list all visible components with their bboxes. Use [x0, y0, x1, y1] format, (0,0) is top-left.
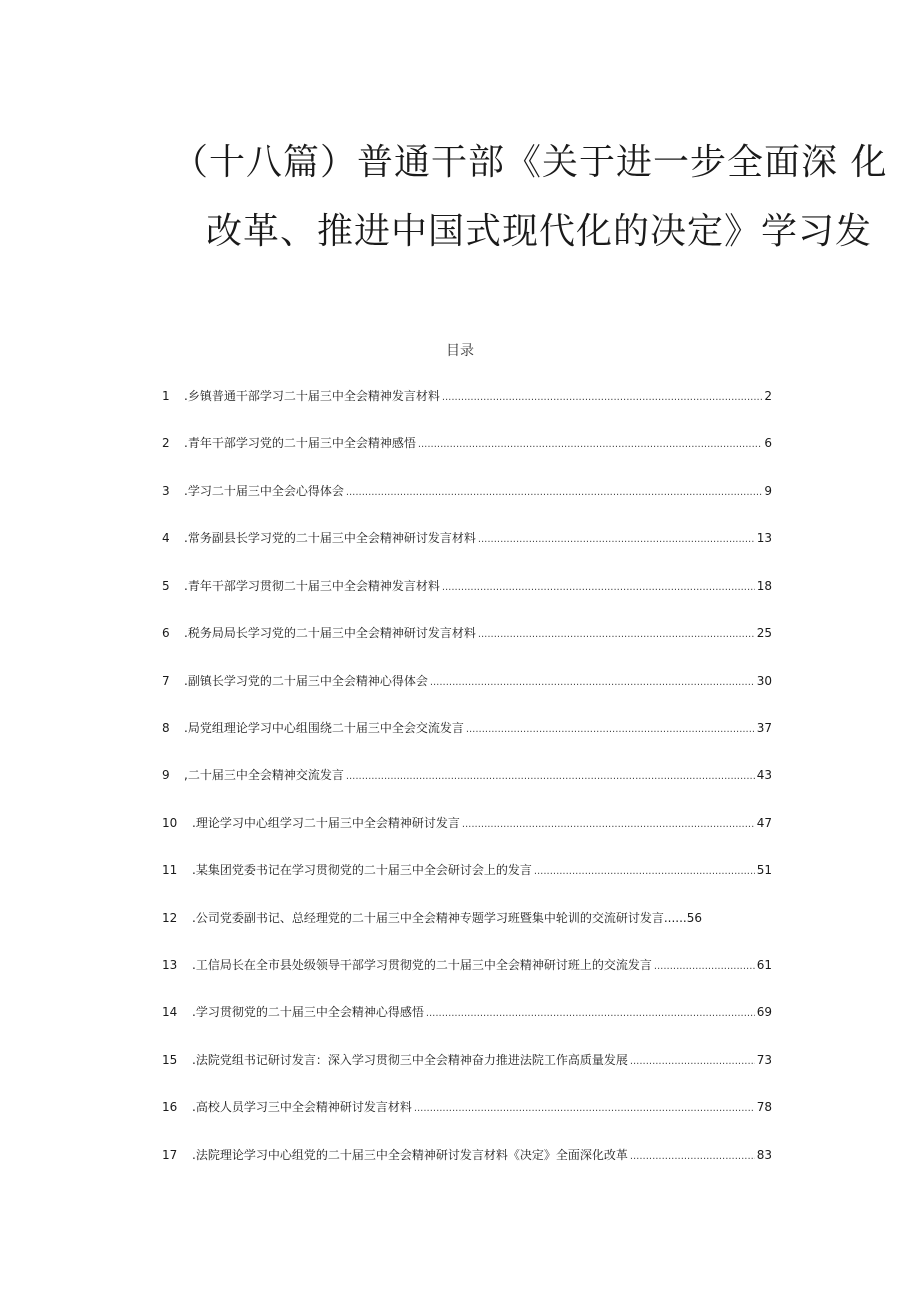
toc-leader-dots [478, 530, 755, 550]
toc-entry-title: .法院理论学习中心组党的二十届三中全会精神研讨发言材料《决定》全面深化改革 [192, 1148, 628, 1162]
toc-entry[interactable] [162, 386, 772, 406]
toc-leader-dots [630, 1147, 755, 1167]
toc-leader-dots [346, 767, 755, 787]
toc-entry-number: 14 [162, 1005, 178, 1019]
toc-entry-page: 61 [756, 958, 772, 972]
toc-leader-dots [442, 388, 763, 408]
toc-entry[interactable] [162, 576, 772, 596]
toc-entry-page: 47 [756, 816, 772, 830]
toc-entry[interactable] [162, 813, 772, 833]
toc-leader-dots [478, 625, 755, 645]
toc-entry[interactable] [162, 908, 772, 928]
toc-leader-dots [462, 815, 755, 835]
document-title-line-1: （十八篇）普通干部《关于进一步全面深 化 [172, 142, 888, 183]
toc-leader-dots [654, 957, 755, 977]
toc-entry-page: 69 [756, 1005, 772, 1019]
toc-leader-dots [426, 1004, 755, 1024]
toc-entry-title: .税务局局长学习党的二十届三中全会精神研讨发言材料 [184, 626, 476, 640]
toc-leader-dots [534, 862, 755, 882]
toc-entry[interactable] [162, 481, 772, 501]
toc-entry[interactable] [162, 671, 772, 691]
toc-entry-number: 10 [162, 816, 178, 830]
toc-heading: 目录 [446, 343, 474, 359]
toc-entry-number: 4 [162, 531, 170, 545]
toc-entry-page: 25 [756, 626, 772, 640]
toc-entry-number: 5 [162, 579, 170, 593]
toc-entry[interactable] [162, 860, 772, 880]
toc-entry-page: 2 [764, 389, 772, 403]
toc-leader-dots [630, 1052, 755, 1072]
toc-entry-title: .青年干部学习贯彻二十届三中全会精神发言材料 [184, 579, 440, 593]
toc-entry-title: .法院党组书记研讨发言：深入学习贯彻三中全会精神奋力推进法院工作高质量发展 [192, 1053, 628, 1067]
toc-leader-dots [442, 578, 755, 598]
toc-entry-page: 6 [764, 436, 772, 450]
toc-entry-title: .公司党委副书记、总经理党的二十届三中全会精神专题学习班暨集中轮训的交流研讨发言...... [192, 911, 687, 925]
toc-entry-number: 8 [162, 721, 170, 735]
toc-entry-page: 78 [756, 1100, 772, 1114]
toc-entry-page: 13 [756, 531, 772, 545]
toc-leader-dots [346, 483, 763, 503]
toc-entry-title: .局党组理论学习中心组围绕二十届三中全会交流发言 [184, 721, 464, 735]
toc-entry-title: .某集团党委书记在学习贯彻党的二十届三中全会研讨会上的发言 [192, 863, 532, 877]
toc-entry-number: 17 [162, 1148, 178, 1162]
toc-entry-title: .理论学习中心组学习二十届三中全会精神研讨发言 [192, 816, 460, 830]
toc-entry-number: 13 [162, 958, 178, 972]
toc-entry-title: .常务副县长学习党的二十届三中全会精神研讨发言材料 [184, 531, 476, 545]
toc-entry-title: .青年干部学习党的二十届三中全会精神感悟 [184, 436, 416, 450]
toc-leader-dots [414, 1099, 755, 1119]
toc-entry-page: 73 [756, 1053, 772, 1067]
toc-entry[interactable] [162, 1097, 772, 1117]
toc-entry-number: 9 [162, 768, 170, 782]
toc-leader-dots [418, 435, 763, 455]
toc-entry-page: 43 [756, 768, 772, 782]
toc-entry-number: 6 [162, 626, 170, 640]
toc-entry-number: 15 [162, 1053, 178, 1067]
toc-entry-title: .副镇长学习党的二十届三中全会精神心得体会 [184, 674, 428, 688]
toc-entry[interactable] [162, 528, 772, 548]
toc-entry-title: .学习二十届三中全会心得体会 [184, 484, 344, 498]
toc-entry[interactable] [162, 765, 772, 785]
toc-entry-title: ,二十届三中全会精神交流发言 [184, 768, 344, 782]
toc-entry-page: 83 [756, 1148, 772, 1162]
toc-entry-number: 2 [162, 436, 170, 450]
toc-entry[interactable] [162, 718, 772, 738]
toc-entry-page: 30 [756, 674, 772, 688]
toc-entry[interactable] [162, 1002, 772, 1022]
document-title-line-2: 改革、推进中国式现代化的决定》学习发 [206, 211, 873, 252]
toc-entry-title: .学习贯彻党的二十届三中全会精神心得感悟 [192, 1005, 424, 1019]
toc-leader-dots [430, 673, 755, 693]
toc-entry-page: 56 [686, 911, 702, 925]
toc-entry-number: 12 [162, 911, 178, 925]
toc-entry[interactable] [162, 955, 772, 975]
toc-entry-title: .工信局长在全市县处级领导干部学习贯彻党的二十届三中全会精神研讨班上的交流发言 [192, 958, 652, 972]
toc-entry-title: .高校人员学习三中全会精神研讨发言材料 [192, 1100, 412, 1114]
toc-entry-number: 11 [162, 863, 178, 877]
toc-entry-page: 9 [764, 484, 772, 498]
toc-entry-title: .乡镇普通干部学习二十届三中全会精神发言材料 [184, 389, 440, 403]
toc-entry-page: 51 [756, 863, 772, 877]
toc-entry-number: 16 [162, 1100, 178, 1114]
toc-entry-page: 18 [756, 579, 772, 593]
toc-leader-dots [466, 720, 755, 740]
toc-entry[interactable] [162, 433, 772, 453]
toc-entry[interactable] [162, 1050, 772, 1070]
toc-entry-page: 37 [756, 721, 772, 735]
toc-entry-number: 1 [162, 389, 170, 403]
toc-entry[interactable] [162, 1145, 772, 1165]
toc-entry[interactable] [162, 623, 772, 643]
toc-entry-number: 7 [162, 674, 170, 688]
toc-entry-number: 3 [162, 484, 170, 498]
